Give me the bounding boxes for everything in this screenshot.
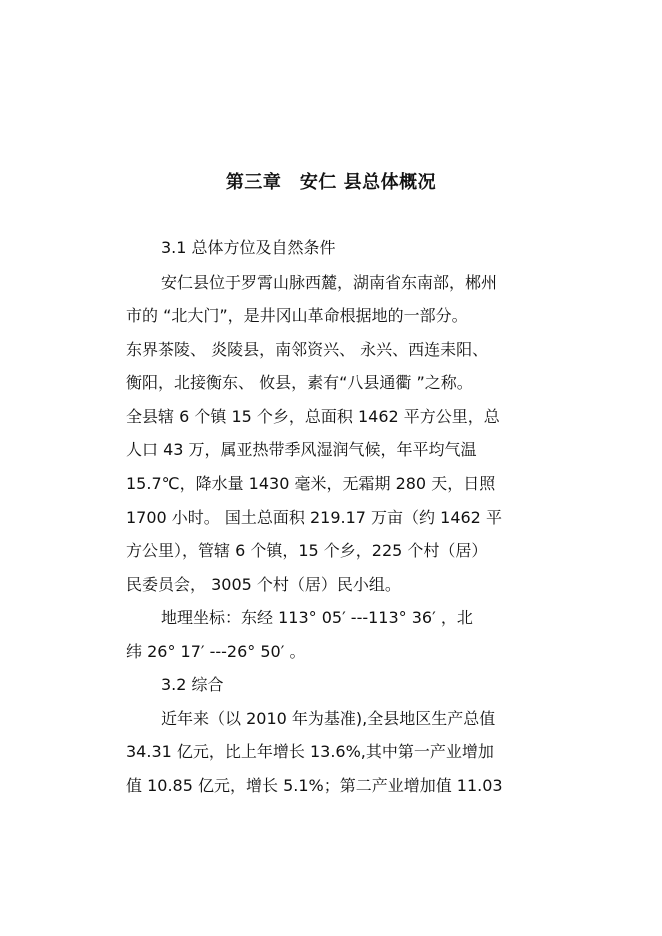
paragraph-line: 衡阳，北接衡东、 攸县，素有“八县通衢 ”之称。	[126, 373, 473, 392]
paragraph-line: 近年来（以 2010 年为基准),全县地区生产总值	[161, 709, 496, 728]
coordinates-line: 地理坐标：东经 113° 05′ ---113° 36′ ，北	[161, 608, 473, 627]
paragraph-line: 全县辖 6 个镇 15 个乡，总面积 1462 平方公里，总	[126, 407, 500, 426]
paragraph-line: 值 10.85 亿元，增长 5.1%；第二产业增加值 11.03	[126, 776, 503, 795]
section-heading-3-1: 3.1 总体方位及自然条件	[161, 238, 336, 257]
chapter-title: 第三章 安仁 县总体概况	[225, 172, 437, 193]
paragraph-line: 15.7℃，降水量 1430 毫米，无霜期 280 天，日照	[126, 474, 496, 493]
paragraph-line: 市的 “北大门”，是井冈山革命根据地的一部分。	[126, 306, 468, 325]
paragraph-line: 1700 小时。 国土总面积 219.17 万亩（约 1462 平	[126, 508, 502, 527]
paragraph-line: 民委员会， 3005 个村（居）民小组。	[126, 575, 401, 594]
paragraph-line: 34.31 亿元，比上年增长 13.6%,其中第一产业增加	[126, 742, 494, 761]
paragraph-line: 安仁县位于罗霄山脉西麓，湖南省东南部，郴州	[161, 273, 498, 292]
section-heading-3-2: 3.2 综合	[161, 675, 224, 694]
paragraph-line: 人口 43 万，属亚热带季风湿润气候，年平均气温	[126, 440, 477, 459]
coordinates-line: 纬 26° 17′ ---26° 50′ 。	[126, 642, 306, 661]
paragraph-line: 东界茶陵、 炎陵县，南邻资兴、 永兴、西连耒阳、	[126, 340, 489, 359]
paragraph-line: 方公里），管辖 6 个镇，15 个乡，225 个村（居）	[126, 541, 488, 560]
